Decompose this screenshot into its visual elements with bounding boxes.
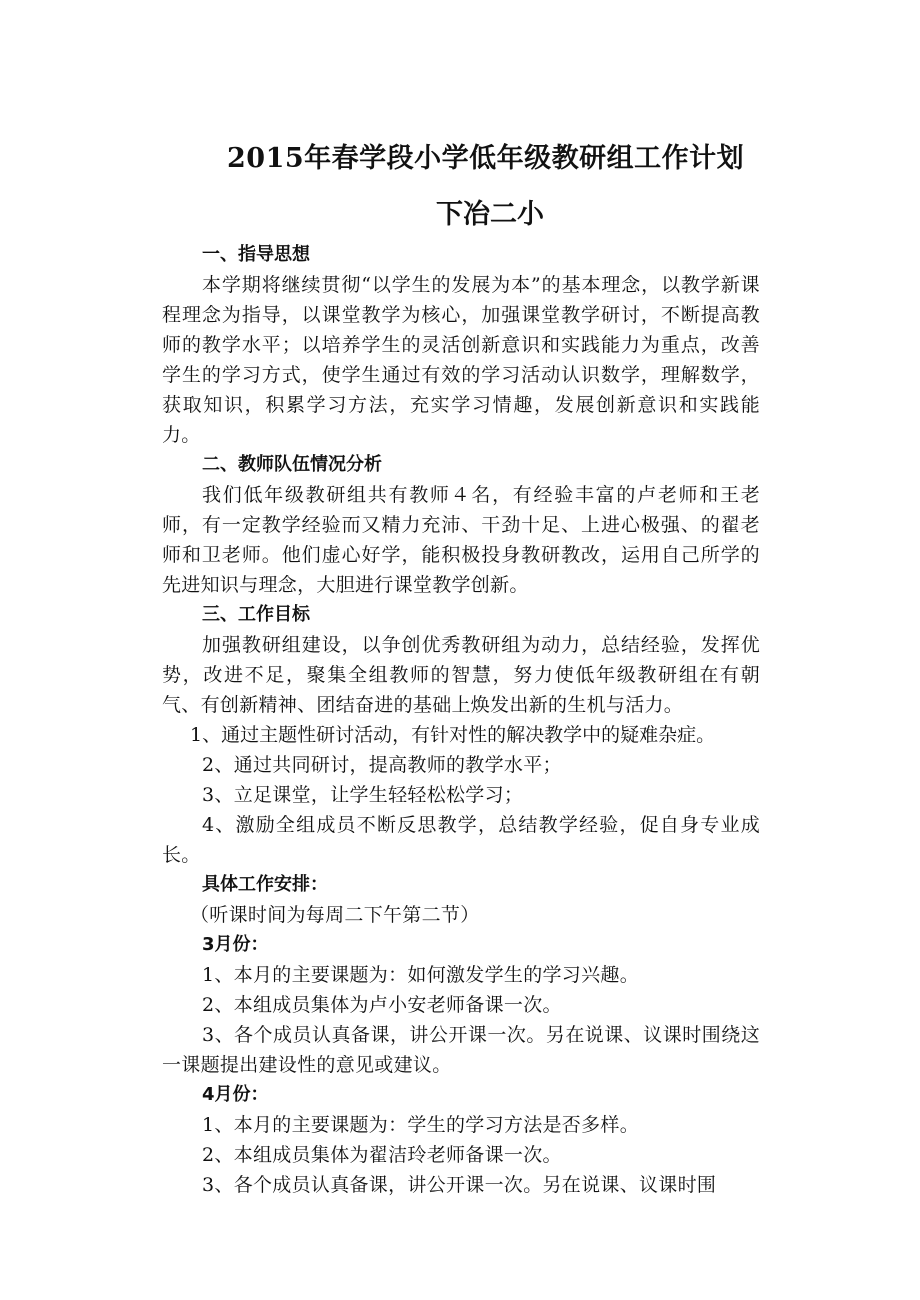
list-item: 3、各个成员认真备课，讲公开课一次。另在说课、议课时围 — [202, 1174, 717, 1196]
list-item: 3、各个成员认真备课，讲公开课一次。另在说课、议课时围绕这一课题提出建设性的意见或建议。 — [162, 1024, 760, 1076]
list-item: 1、本月的主要课题为：学生的学习方法是否多样。 — [202, 1114, 639, 1136]
list-item: 3、立足课堂，让学生轻轻松松学习； — [202, 784, 524, 806]
list-item: 4、激励全组成员不断反思教学，总结教学经验，促自身专业成长。 — [162, 814, 760, 866]
list-item: 1、通过主题性研讨活动，有针对性的解决教学中的疑难杂症。 — [190, 724, 716, 746]
section-heading: 三、工作目标 — [202, 604, 310, 625]
section-heading: 具体工作安排： — [202, 874, 328, 895]
note: （听课时间为每周二下午第二节） — [190, 904, 480, 926]
list-item: 2、本组成员集体为翟洁玲老师备课一次。 — [202, 1144, 562, 1166]
month-heading: 3月份： — [202, 934, 269, 955]
list-item: 2、通过共同研讨，提高教师的教学水平； — [202, 754, 562, 776]
paragraph: 我们低年级教研组共有教师４名，有经验丰富的卢老师和王老师，有一定教学经验而又精力充沛、干劲十足、上进心极强、的翟老师和卫老师。他们虚心好学，能积极投身教研教改，运用自己所学的先进知识与理念，大胆进行课堂教学创新。 — [162, 484, 760, 596]
list-item: 1、本月的主要课题为：如何激发学生的学习兴趣。 — [202, 964, 639, 986]
document-title: 2015年春学段小学低年级教研组工作计划 — [227, 143, 745, 174]
document-body — [162, 240, 760, 1200]
document-subtitle: 下冶二小 — [436, 199, 544, 230]
section-heading: 二、教师队伍情况分析 — [202, 454, 382, 475]
section-heading: 一、指导思想 — [202, 244, 310, 265]
list-item: 2、本组成员集体为卢小安老师备课一次。 — [202, 994, 562, 1016]
paragraph: 本学期将继续贯彻“以学生的发展为本”的基本理念，以教学新课程理念为指导，以课堂教学为核心，加强课堂教学研讨，不断提高教师的教学水平；以培养学生的灵活创新意识和实践能力为重点，改善学生的学习方式，使学生通过有效的学习活动认识数学，理解数学，获取知识，积累学习方法，充实学习情趣，发展创新意识和实践能力。 — [162, 274, 760, 446]
paragraph: 加强教研组建设，以争创优秀教研组为动力，总结经验，发挥优势，改进不足，聚集全组教师的智慧，努力使低年级教研组在有朝气、有创新精神、团结奋进的基础上焕发出新的生机与活力。 — [162, 634, 760, 716]
month-heading: 4月份： — [202, 1084, 269, 1105]
